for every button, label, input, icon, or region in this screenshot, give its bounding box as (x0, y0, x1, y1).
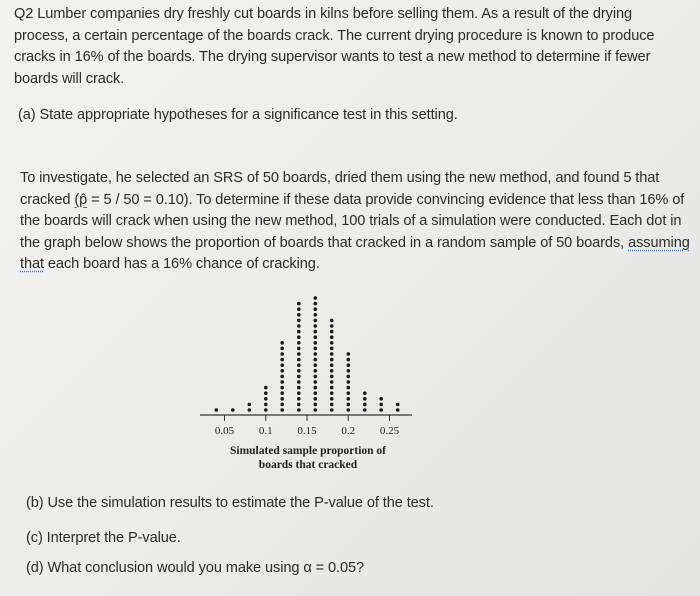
investigation-text-2: = 5 / 50 = 0.10). To determine if these data provide convincing evidence that less than 16% of the boards will crack when using the new method, 100 trials of a simulation were conducted. Each dot in the graph below shows the proportion of boards that cracked in a random sample of 50 boards, (20, 191, 685, 251)
dot-0.14-19 (297, 307, 301, 311)
dot-0.22-4 (363, 391, 367, 395)
dot-0.1-1 (264, 408, 268, 412)
dot-0.18-13 (330, 341, 334, 345)
dot-0.2-10 (347, 358, 351, 362)
dot-0.2-6 (347, 380, 351, 384)
dot-0.1-3 (264, 397, 268, 401)
dot-0.16-21 (314, 296, 318, 300)
dot-0.16-18 (314, 313, 318, 317)
dot-0.14-3 (297, 397, 301, 401)
dot-0.1-4 (264, 391, 268, 395)
ticks-layer (215, 415, 400, 437)
investigation-paragraph (20, 168, 690, 276)
question-intro: Q2 Lumber companies dry freshly cut boards in kilns before selling them. As a result of the drying process, a certain percentage of the boards crack. The current drying procedure is known to produce cracks in 16% of the boards. The drying supervisor wants to test a new method to determine if fewer boards will crack. (14, 6, 655, 87)
dot-0.14-10 (297, 358, 301, 362)
dot-0.16-1 (314, 408, 318, 412)
x-axis-label-line-1: Simulated sample proportion of (229, 445, 387, 457)
dot-0.12-3 (280, 397, 284, 401)
dot-0.16-3 (314, 397, 318, 401)
dot-0.16-12 (314, 347, 318, 351)
dot-0.12-10 (280, 358, 284, 362)
dot-0.16-20 (314, 302, 318, 306)
dotplot-chart (180, 282, 440, 492)
dot-0.16-7 (314, 375, 318, 379)
dot-0.14-5 (297, 386, 301, 390)
dot-0.16-5 (314, 386, 318, 390)
dot-0.2-2 (347, 403, 351, 407)
dot-0.12-7 (280, 375, 284, 379)
dot-0.14-16 (297, 324, 301, 328)
dot-0.18-7 (330, 375, 334, 379)
dot-0.14-14 (297, 335, 301, 339)
dot-0.16-19 (314, 307, 318, 311)
dot-0.14-17 (297, 319, 301, 323)
dot-0.16-10 (314, 358, 318, 362)
dot-0.08-1 (248, 408, 252, 412)
dot-0.1-2 (264, 403, 268, 407)
dot-0.18-8 (330, 369, 334, 373)
dot-0.26-2 (396, 403, 400, 407)
dot-0.16-4 (314, 391, 318, 395)
dot-0.24-2 (379, 403, 383, 407)
dot-0.16-17 (314, 319, 318, 323)
dot-0.12-12 (280, 347, 284, 351)
dot-0.18-16 (330, 324, 334, 328)
dot-0.12-5 (280, 386, 284, 390)
dot-0.14-6 (297, 380, 301, 384)
dot-0.16-6 (314, 380, 318, 384)
x-tick-label-0.15: 0.15 (297, 425, 317, 437)
dot-0.16-15 (314, 330, 318, 334)
dot-0.12-9 (280, 363, 284, 367)
dot-0.14-13 (297, 341, 301, 345)
dot-0.12-4 (280, 391, 284, 395)
dot-0.16-16 (314, 324, 318, 328)
dot-0.16-11 (314, 352, 318, 356)
dot-0.16-14 (314, 335, 318, 339)
dot-0.22-2 (363, 403, 367, 407)
dot-0.2-7 (347, 375, 351, 379)
dot-0.12-1 (280, 408, 284, 412)
dot-0.14-20 (297, 302, 301, 306)
dot-0.14-2 (297, 403, 301, 407)
x-tick-label-0.25: 0.25 (379, 425, 400, 437)
dot-0.2-11 (347, 352, 351, 356)
dot-0.1-5 (264, 386, 268, 390)
dot-0.22-3 (363, 397, 367, 401)
dot-0.2-1 (347, 408, 351, 412)
dot-0.14-8 (297, 369, 301, 373)
dot-0.18-15 (330, 330, 334, 334)
part-d-prompt: (d) What conclusion would you make using α = 0.05? (26, 560, 365, 576)
dot-0.18-4 (330, 391, 334, 395)
phat-symbol: (p̂ (74, 191, 88, 208)
dot-0.18-14 (330, 335, 334, 339)
investigation-text-1: To investigate, he selected an SRS of 50 boards, dried them using the new method, and found 5 that cracked (20, 170, 660, 208)
dot-0.14-1 (297, 408, 301, 412)
dot-0.04-1 (215, 408, 219, 412)
dot-0.22-1 (363, 408, 367, 412)
x-tick-label-0.05: 0.05 (214, 425, 235, 437)
dot-0.14-4 (297, 391, 301, 395)
dot-0.18-10 (330, 358, 334, 362)
assuming-that-text: assuming that (20, 234, 690, 272)
dot-0.14-7 (297, 375, 301, 379)
dot-0.16-8 (314, 369, 318, 373)
dot-0.12-13 (280, 341, 284, 345)
dot-0.14-11 (297, 352, 301, 356)
dot-0.14-12 (297, 347, 301, 351)
x-tick-label-0.2: 0.2 (341, 425, 356, 437)
dot-0.14-9 (297, 363, 301, 367)
dot-0.06-1 (231, 408, 235, 412)
dot-0.2-5 (347, 386, 351, 390)
x-tick-label-0.1: 0.1 (258, 425, 273, 437)
dot-0.18-2 (330, 403, 334, 407)
dot-0.16-9 (314, 363, 318, 367)
dot-0.12-6 (280, 380, 284, 384)
dots-layer (215, 296, 400, 412)
dot-0.24-1 (379, 408, 383, 412)
dot-0.18-12 (330, 347, 334, 351)
x-axis-label-line-2: boards that cracked (258, 459, 358, 471)
dot-0.08-2 (248, 403, 252, 407)
dot-0.14-15 (297, 330, 301, 334)
dot-0.18-3 (330, 397, 334, 401)
dot-0.2-4 (347, 391, 351, 395)
dot-0.12-11 (280, 352, 284, 356)
dot-0.2-9 (347, 363, 351, 367)
dot-0.18-17 (330, 319, 334, 323)
dot-0.14-18 (297, 313, 301, 317)
part-b-prompt: (b) Use the simulation results to estimate the P-value of the test. (26, 495, 434, 511)
dot-0.24-3 (379, 397, 383, 401)
dot-0.2-8 (347, 369, 351, 373)
dot-0.18-1 (330, 408, 334, 412)
investigation-text-3: each board has a 16% chance of cracking. (43, 256, 320, 272)
dot-0.18-6 (330, 380, 334, 384)
dot-0.18-11 (330, 352, 334, 356)
dot-0.12-8 (280, 369, 284, 373)
dot-0.26-1 (396, 408, 400, 412)
part-c-prompt: (c) Interpret the P-value. (26, 530, 181, 546)
dot-0.16-13 (314, 341, 318, 345)
dot-0.12-2 (280, 403, 284, 407)
part-a-prompt: (a) State appropriate hypotheses for a significance test in this setting. (18, 107, 458, 123)
dot-0.16-2 (314, 403, 318, 407)
dot-0.18-9 (330, 363, 334, 367)
dot-0.18-5 (330, 386, 334, 390)
dot-0.2-3 (347, 397, 351, 401)
